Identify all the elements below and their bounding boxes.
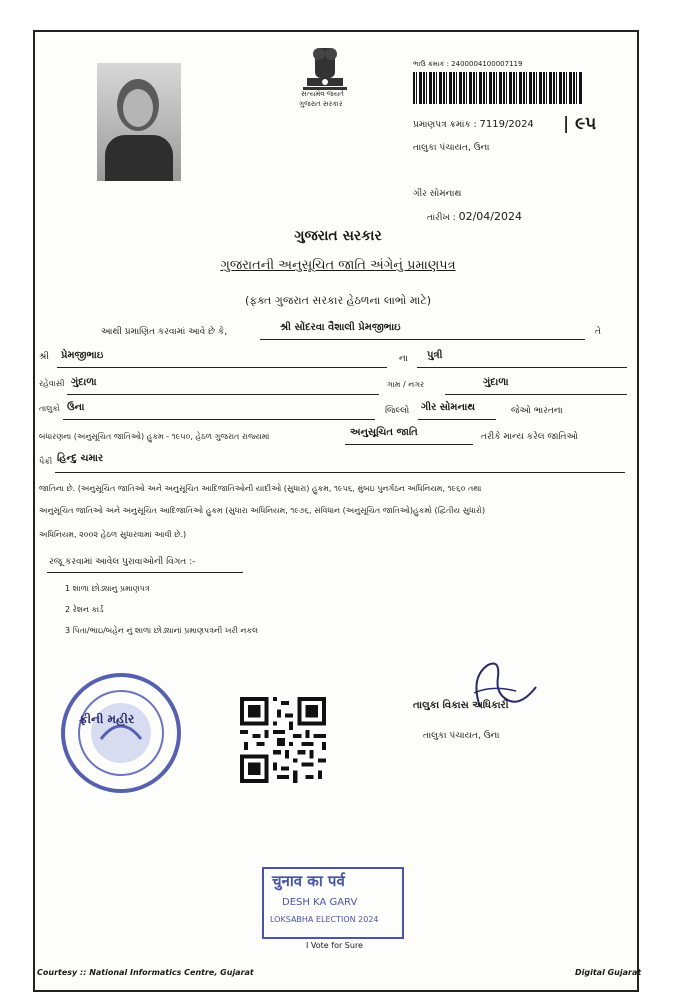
india-text: જેઓ ભારતના <box>511 406 563 416</box>
evidence-item-2: 2 રેશન કાર્ડ <box>65 605 104 614</box>
election-tagline: I Vote for Sure <box>306 941 363 950</box>
certify-text: આથી પ્રમાણિત કરવામાં આવે છે કે, <box>101 327 228 337</box>
officer-title: તાલુકા વિકાસ અધિકારી <box>413 700 509 711</box>
taluka: ઉના <box>67 402 85 413</box>
district-label: જિલ્લો <box>385 406 410 416</box>
election-logo <box>262 867 407 949</box>
handwritten-number: | ૯૫ <box>563 114 597 134</box>
caste: હિન્દુ ચમાર <box>57 453 104 464</box>
emblem-caption-2: ગુજરાત સરકાર <box>299 100 343 108</box>
shri-prefix: શ્રી <box>39 352 49 362</box>
election-hindi: चुनाव का पर्व <box>272 872 345 890</box>
barcode-label: ભાઉ ક્રમાંક : 2400004100007119 <box>413 60 523 68</box>
certificate-number: 7119/2024 <box>479 119 534 130</box>
na-text: ના <box>399 354 408 364</box>
father-name: પ્રેમજીભાઇ <box>61 350 104 361</box>
emblem-caption-1: સત્યમેવ જયતે <box>301 90 344 98</box>
certificate-subtitle: (ફક્ત ગુજરાત સરકાર હેઠળના લાભો માટે) <box>244 294 432 307</box>
taluka-label: તાલુકો <box>39 404 60 413</box>
qr-code-icon <box>240 697 326 783</box>
relation: પુત્રી <box>427 350 443 361</box>
resident-label: રહેવાસી <box>39 379 65 388</box>
barcode <box>413 72 583 104</box>
resident: ગુંદાળા <box>71 377 97 388</box>
district: ગીર સોમનાથ <box>421 402 476 413</box>
footer-digital-gujarat: Digital Gujarat <box>575 968 642 977</box>
footer-courtesy: Courtesy :: National Informatics Centre, Gujarat <box>37 968 254 977</box>
evidence-heading: રજૂ કરવામાં આવેલ પુરાવાઓની વિગત :- <box>49 557 196 567</box>
issuing-district: ગીર સોમનાથ <box>413 189 462 199</box>
person-name: શ્રી સોંદરવા વૈશાલી પ્રેમજીભાઇ <box>280 322 401 333</box>
paragraph-line-2: અનુસૂચિત જાતિઓ અને અનુસૂચિત આદિજાતિઓ હુકમ (સુધારા અધિનિયમ, ૧૯૭૬, સંવિધાન (અનુસૂચિત જાતિઓ)હુકમો (દ્વિતીય સુધારો) <box>39 506 486 515</box>
certificate-number-label: પ્રમાણપત્ર ક્રમાંક : <box>413 120 477 130</box>
date-label: તારીખ : <box>427 213 456 223</box>
certificate-page <box>33 30 642 992</box>
paragraph-line-1: જાતિના છે. (અનુસૂચિત જાતિઓ અને અનુસૂચિત આદિજાતિઓની યાદીઓ (સુધારા) હુકમ, ૧૯૫૬, મુંબઇ પુનર્ગઠન અધિનિયમ, ૧૯૬૦ તથા <box>39 484 482 493</box>
recognized-text: તરીકે માન્ય કરેલ જાતિઓ <box>481 432 578 442</box>
village: ગુંદાળા <box>483 377 509 388</box>
office-seal-icon <box>57 669 185 797</box>
evidence-item-3: 3 પિતા/ભાઇ/બહેન નું શાળા છોડ્યાનાં પ્રમાણપત્રની ખરી નકલ <box>65 626 259 635</box>
evidence-item-1: 1 શાળા છોડ્યાનુ પ્રમાણપત્ર <box>65 584 150 593</box>
te-text: તે <box>595 327 601 337</box>
stamp-handwriting: ફ્રીની મહીર <box>79 712 135 726</box>
village-label: ગામ / નગર <box>387 380 425 389</box>
government-title: ગુજરાત સરકાર <box>294 228 382 244</box>
certificate-title: ગુજરાતની અનુસૂચિત જાતિ અંગેનું પ્રમાણપત્ર <box>220 258 456 273</box>
applicant-photo <box>97 63 181 181</box>
issue-date: 02/04/2024 <box>458 210 522 223</box>
issuing-office: તાલુકા પંચાયત, ઉના <box>413 143 490 153</box>
election-line-2: LOKSABHA ELECTION 2024 <box>270 915 379 924</box>
paragraph-line-3: અધિનિયમ, ૨૦૦૨ હેઠળ સુધારવામાં આવી છે.) <box>39 530 187 539</box>
election-line-1: DESH KA GARV <box>282 897 358 908</box>
paiki-text: પૈકી <box>39 457 53 466</box>
officer-office: તાલુકા પંચાયત, ઉના <box>423 731 500 741</box>
constitution-text: બંધારણના (અનુસૂચિત જાતિઓ) હુકમ - ૧૯૫૦, હેઠળ ગુજરાત રાજ્યમાં <box>39 432 270 441</box>
category: અનુસૂચિત જાતિ <box>350 427 418 438</box>
